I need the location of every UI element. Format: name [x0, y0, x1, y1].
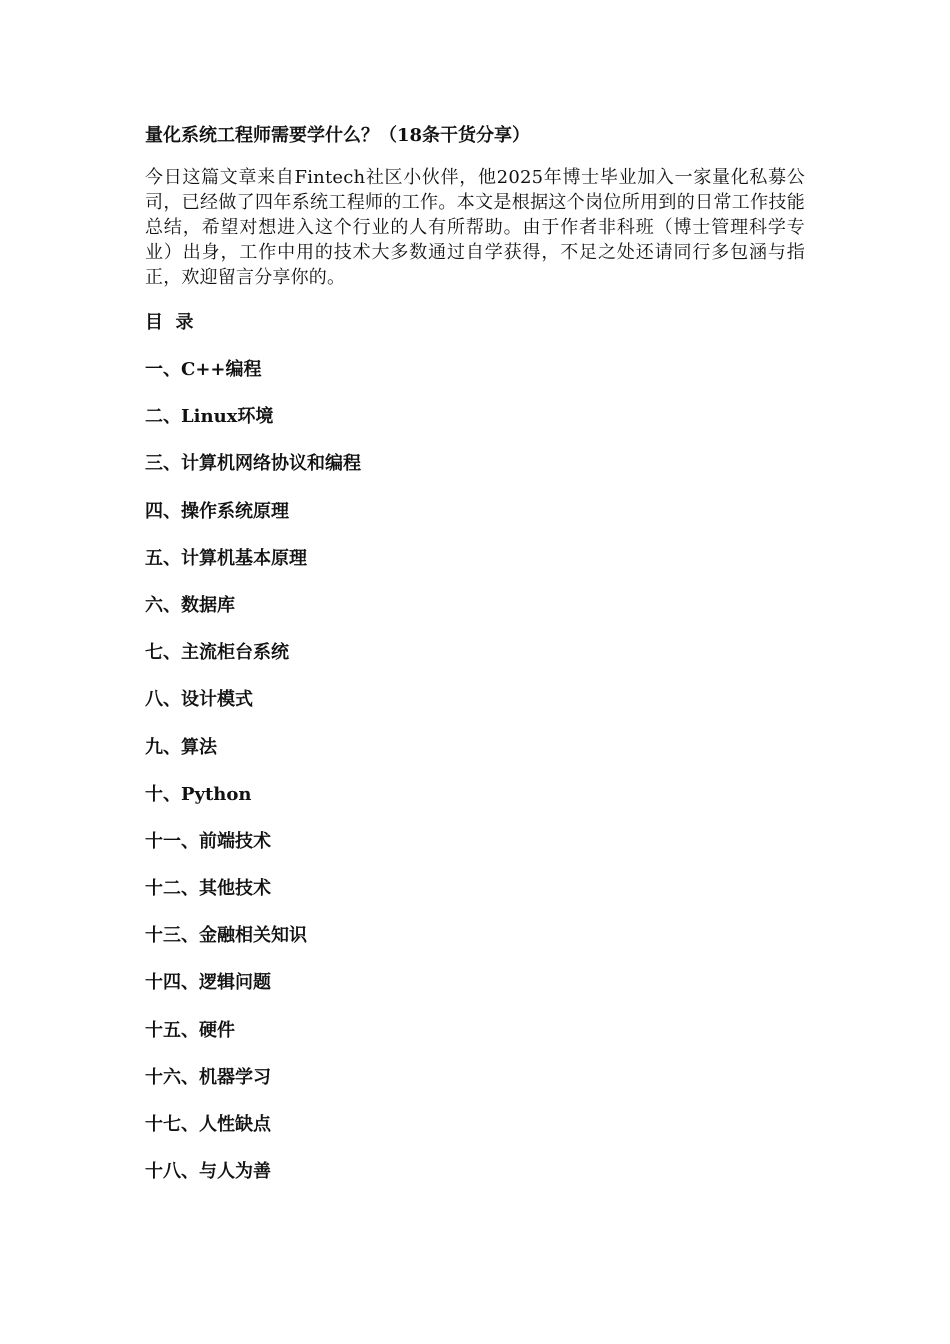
toc-item: 二、Linux环境: [145, 406, 274, 428]
toc-item: 四、操作系统原理: [145, 500, 289, 522]
document-page: [145, 123, 805, 1206]
toc-item: 七、主流柜台系统: [145, 642, 289, 664]
table-of-contents: [145, 357, 805, 1185]
toc-item: 十四、逻辑问题: [145, 972, 271, 994]
toc-item: 八、设计模式: [145, 689, 253, 711]
toc-item: 一、C++编程: [145, 359, 262, 380]
toc-item: 十三、金融相关知识: [145, 925, 307, 947]
toc-item: 十八、与人为善: [145, 1161, 271, 1183]
toc-item: 六、数据库: [145, 594, 235, 616]
intro-paragraph: 今日这篇文章来自Fintech社区小伙伴，他2025年博士毕业加入一家量化私募公司，已经做了四年系统工程师的工作。本文是根据这个岗位所用到的日常工作技能总结，希望对想进入这个行业的人有所帮助。由于作者非科班（博士管理科学专业）出身，工作中用的技术大多数通过自学获得，不足之处还请同行多包涵与指正，欢迎留言分享你的。: [145, 167, 805, 288]
toc-item: 五、计算机基本原理: [145, 547, 307, 569]
toc-item: 十二、其他技术: [145, 878, 271, 900]
toc-item: 十一、前端技术: [145, 830, 271, 852]
toc-item: 十五、硬件: [145, 1019, 235, 1041]
document-title: 量化系统工程师需要学什么？（18条干货分享）: [145, 125, 531, 146]
toc-item: 十七、人性缺点: [145, 1114, 271, 1135]
toc-heading: 目 录: [145, 312, 194, 333]
toc-item: 十、Python: [145, 783, 252, 805]
toc-item: 十六、机器学习: [145, 1066, 271, 1088]
toc-item: 三、计算机网络协议和编程: [145, 453, 361, 475]
toc-item: 九、算法: [145, 736, 217, 758]
